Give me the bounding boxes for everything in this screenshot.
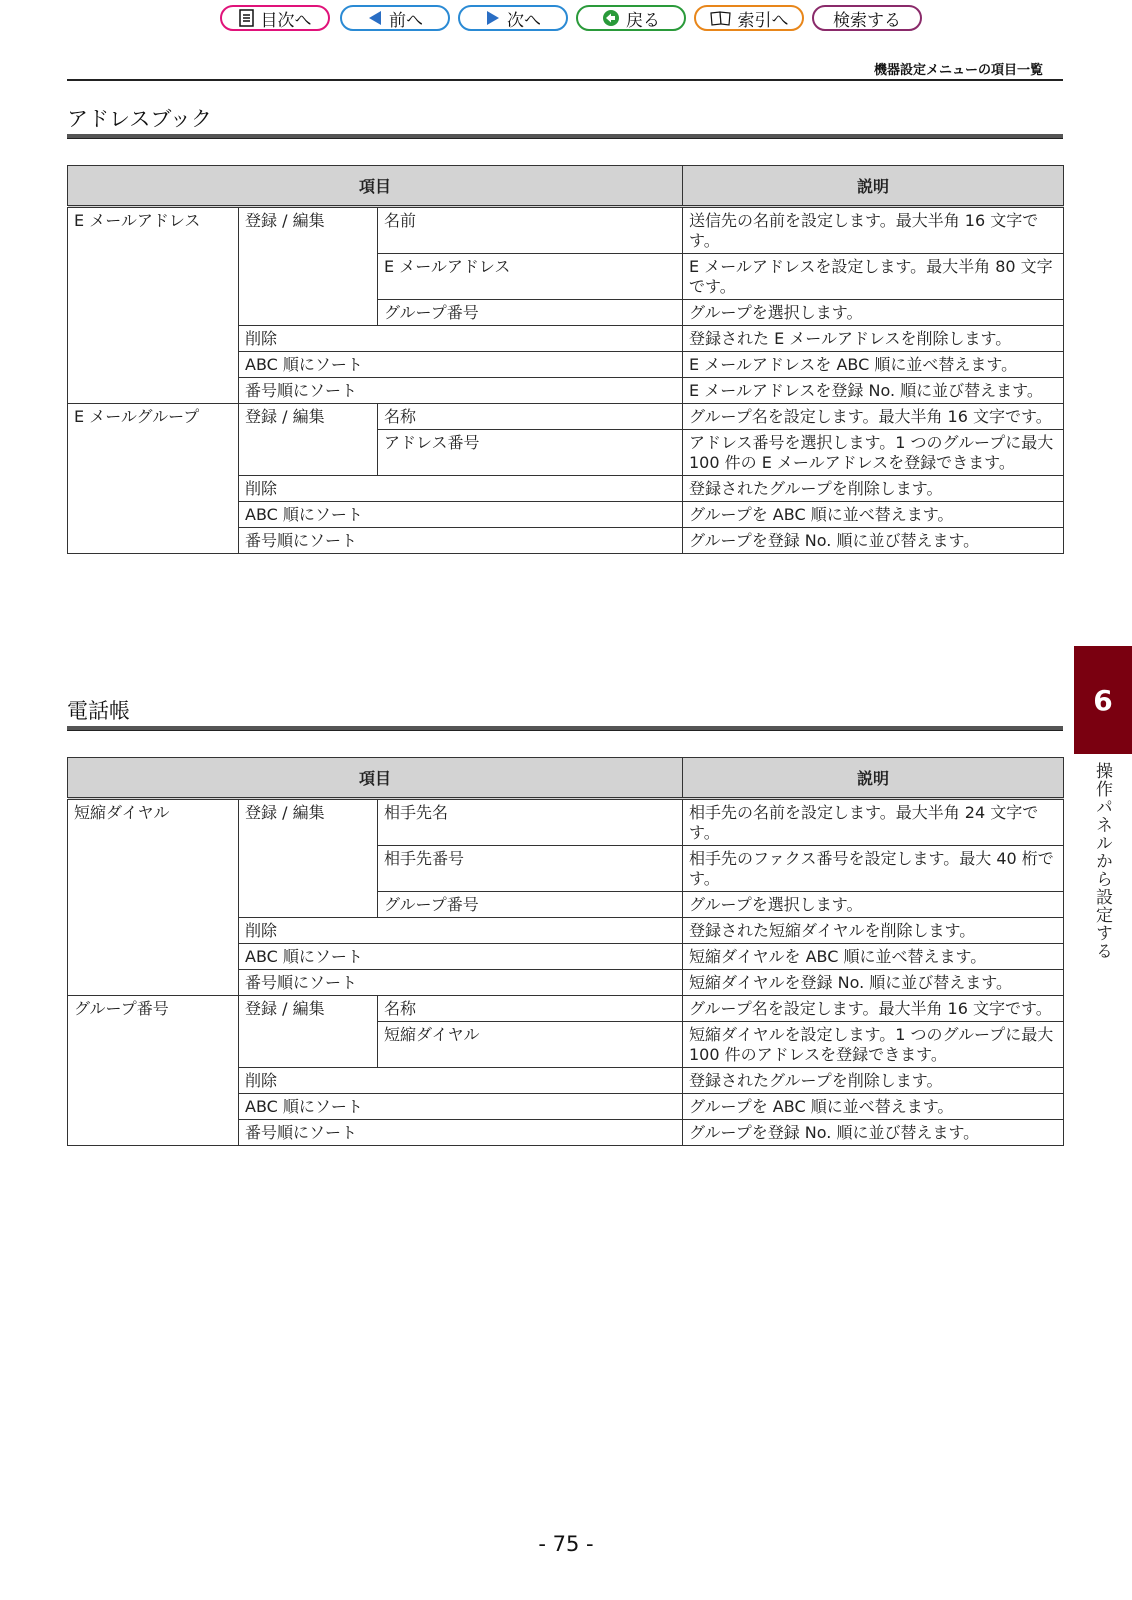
next-button[interactable] <box>458 5 568 31</box>
desc-cell: グループ名を設定します。最大半角 16 文字です。 <box>683 996 1064 1022</box>
item-cell: 番号順にソート <box>239 528 683 554</box>
page-number: - 75 - <box>538 1532 594 1556</box>
phone-book-rule <box>67 726 1063 731</box>
desc-cell: E メールアドレスを設定します。最大半角 80 文字です。 <box>683 254 1064 300</box>
index-button[interactable] <box>694 5 804 31</box>
address-book-table <box>67 165 1064 554</box>
prev-button[interactable] <box>340 5 450 31</box>
item-cell: グループ番号 <box>378 892 683 918</box>
index-label: 索引へ <box>737 10 789 31</box>
phone-book-table <box>67 757 1064 1146</box>
item-cell: 相手先名 <box>378 799 683 846</box>
chapter-label: 操作パネルから設定する <box>1092 762 1112 960</box>
item-cell: ABC 順にソート <box>239 352 683 378</box>
desc-cell: 短縮ダイヤルを登録 No. 順に並び替えます。 <box>683 970 1064 996</box>
desc-cell: 相手先のファクス番号を設定します。最大 40 桁です。 <box>683 846 1064 892</box>
desc-cell: 送信先の名前を設定します。最大半角 16 文字です。 <box>683 207 1064 254</box>
item-cell: ABC 順にソート <box>239 1094 683 1120</box>
desc-cell: 相手先の名前を設定します。最大半角 24 文字です。 <box>683 799 1064 846</box>
item-cell: 相手先番号 <box>378 846 683 892</box>
table-header-row <box>68 166 1064 207</box>
desc-cell: グループ名を設定します。最大半角 16 文字です。 <box>683 404 1064 430</box>
desc-cell: アドレス番号を選択します。1 つのグループに最大 100 件の E メールアドレスを登録できます。 <box>683 430 1064 476</box>
subcategory-cell: 登録 / 編集 <box>239 404 378 476</box>
navigation-bar <box>0 5 1132 35</box>
category-cell: グループ番号 <box>68 996 239 1146</box>
desc-cell: 登録されたグループを削除します。 <box>683 1068 1064 1094</box>
prev-label: 前へ <box>389 10 423 31</box>
arrow-right-icon <box>485 10 501 26</box>
search-label: 検索する <box>833 10 901 31</box>
desc-cell: 短縮ダイヤルを ABC 順に並べ替えます。 <box>683 944 1064 970</box>
header-subtitle: 機器設定メニューの項目一覧 <box>873 63 1043 78</box>
category-cell: E メールアドレス <box>68 207 239 404</box>
category-cell: E メールグループ <box>68 404 239 554</box>
back-circle-icon <box>602 9 620 27</box>
desc-cell: 登録された E メールアドレスを削除します。 <box>683 326 1064 352</box>
col-header-desc: 説明 <box>683 758 1064 799</box>
item-cell: アドレス番号 <box>378 430 683 476</box>
item-cell: ABC 順にソート <box>239 944 683 970</box>
item-cell: 番号順にソート <box>239 1120 683 1146</box>
document-icon <box>239 9 255 27</box>
desc-cell: 登録されたグループを削除します。 <box>683 476 1064 502</box>
item-cell: 名称 <box>378 996 683 1022</box>
desc-cell: グループを選択します。 <box>683 892 1064 918</box>
item-cell: 短縮ダイヤル <box>378 1022 683 1068</box>
col-header-item: 項目 <box>68 166 683 207</box>
item-cell: 削除 <box>239 326 683 352</box>
toc-label: 目次へ <box>260 10 312 31</box>
arrow-left-icon <box>367 10 383 26</box>
toc-button[interactable] <box>220 5 330 31</box>
item-cell: ABC 順にソート <box>239 502 683 528</box>
item-cell: 番号順にソート <box>239 970 683 996</box>
item-cell: 名称 <box>378 404 683 430</box>
desc-cell: E メールアドレスを登録 No. 順に並び替えます。 <box>683 378 1064 404</box>
header-divider <box>67 79 1063 81</box>
back-button[interactable] <box>576 5 686 31</box>
table-row <box>68 404 1064 430</box>
item-cell: 削除 <box>239 476 683 502</box>
item-cell: 削除 <box>239 1068 683 1094</box>
desc-cell: E メールアドレスを ABC 順に並べ替えます。 <box>683 352 1064 378</box>
chapter-tab[interactable]: 6 <box>1074 646 1132 754</box>
table-header-row <box>68 758 1064 799</box>
col-header-desc: 説明 <box>683 166 1064 207</box>
table-row <box>68 799 1064 846</box>
subcategory-cell: 登録 / 編集 <box>239 996 378 1068</box>
desc-cell: 短縮ダイヤルを設定します。1 つのグループに最大 100 件のアドレスを登録できます。 <box>683 1022 1064 1068</box>
item-cell: 名前 <box>378 207 683 254</box>
next-label: 次へ <box>507 10 541 31</box>
category-cell: 短縮ダイヤル <box>68 799 239 996</box>
address-book-rule <box>67 134 1063 139</box>
subcategory-cell: 登録 / 編集 <box>239 207 378 326</box>
desc-cell: グループを登録 No. 順に並び替えます。 <box>683 528 1064 554</box>
desc-cell: 登録された短縮ダイヤルを削除します。 <box>683 918 1064 944</box>
book-icon <box>710 10 732 26</box>
item-cell: E メールアドレス <box>378 254 683 300</box>
phone-book-title: 電話帳 <box>67 699 130 723</box>
table-row <box>68 207 1064 254</box>
table-row <box>68 996 1064 1022</box>
search-button[interactable] <box>812 5 922 31</box>
address-book-title: アドレスブック <box>67 107 212 131</box>
col-header-item: 項目 <box>68 758 683 799</box>
subcategory-cell: 登録 / 編集 <box>239 799 378 918</box>
desc-cell: グループを ABC 順に並べ替えます。 <box>683 502 1064 528</box>
desc-cell: グループを ABC 順に並べ替えます。 <box>683 1094 1064 1120</box>
back-label: 戻る <box>626 10 660 31</box>
item-cell: 番号順にソート <box>239 378 683 404</box>
desc-cell: グループを登録 No. 順に並び替えます。 <box>683 1120 1064 1146</box>
item-cell: 削除 <box>239 918 683 944</box>
item-cell: グループ番号 <box>378 300 683 326</box>
desc-cell: グループを選択します。 <box>683 300 1064 326</box>
